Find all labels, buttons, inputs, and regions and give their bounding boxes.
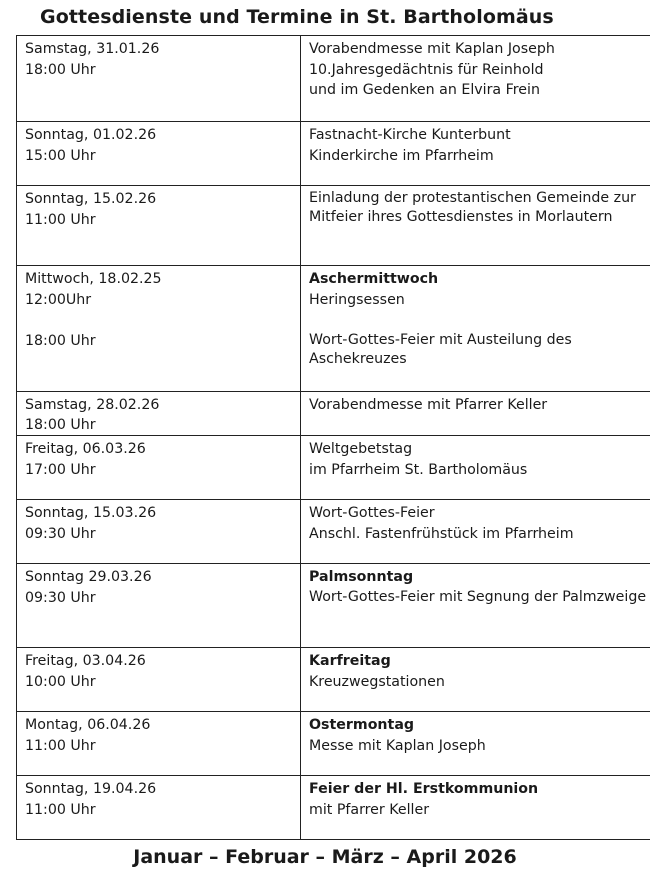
event-title: Aschermittwoch [309, 271, 439, 287]
event-time: 11:00 Uhr [25, 737, 96, 754]
event-time: 09:30 Uhr [25, 525, 96, 542]
date-cell [17, 436, 301, 500]
description-cell [301, 392, 650, 436]
table-row [17, 776, 650, 840]
table-row [17, 564, 650, 648]
date-cell [17, 712, 301, 776]
date-cell [17, 186, 301, 266]
description-cell [301, 712, 650, 776]
event-title: Karfreitag [309, 653, 391, 669]
event-time: 18:00 Uhr [25, 417, 96, 433]
description-cell [301, 436, 650, 500]
event-date: Samstag, 28.02.26 [25, 397, 160, 413]
table-row [17, 36, 650, 122]
table-row [17, 712, 650, 776]
event-time: 18:00 Uhr [25, 333, 96, 349]
event-line: 10.Jahresgedächtnis für Reinhold [309, 61, 544, 78]
description-cell [301, 776, 650, 840]
event-date: Sonntag, 15.02.26 [25, 191, 157, 207]
event-time: 10:00 Uhr [25, 673, 96, 690]
table-row [17, 648, 650, 712]
event-title: Feier der Hl. Erstkommunion [309, 781, 539, 797]
event-line: Vorabendmesse mit Kaplan Joseph [309, 41, 555, 57]
table-row [17, 266, 650, 392]
table-row [17, 436, 650, 500]
page-title: Gottesdienste und Termine in St. Bartholomäus [40, 6, 554, 28]
description-cell [301, 186, 650, 266]
table-row [17, 122, 650, 186]
event-time: 11:00 Uhr [25, 211, 96, 228]
date-cell [17, 392, 301, 436]
event-date: Sonntag, 15.03.26 [25, 505, 157, 521]
description-cell [301, 648, 650, 712]
event-line: Weltgebetstag [309, 441, 413, 457]
event-line: Messe mit Kaplan Joseph [309, 737, 486, 754]
date-cell [17, 266, 301, 392]
event-title: Ostermontag [309, 717, 415, 733]
event-line: Wort-Gottes-Feier mit Segnung der Palmzweige [309, 588, 647, 605]
description-cell [301, 500, 650, 564]
event-line: Einladung der protestantischen Gemeinde zur Mitfeier ihres Gottesdienstes in Morlautern [309, 190, 636, 225]
schedule-table [16, 35, 650, 840]
date-cell [17, 648, 301, 712]
date-cell [17, 564, 301, 648]
event-date: Freitag, 06.03.26 [25, 441, 146, 457]
event-title: Palmsonntag [309, 569, 414, 585]
table-row [17, 186, 650, 266]
event-line: Kreuzwegstationen [309, 673, 445, 690]
event-date: Samstag, 31.01.26 [25, 41, 160, 57]
event-time: 17:00 Uhr [25, 461, 96, 478]
date-cell [17, 500, 301, 564]
event-time: 11:00 Uhr [25, 801, 96, 818]
table-row [17, 500, 650, 564]
event-line: Wort-Gottes-Feier [309, 505, 435, 521]
event-line: Heringsessen [309, 291, 405, 308]
event-line: im Pfarrheim St. Bartholomäus [309, 461, 528, 478]
event-line: mit Pfarrer Keller [309, 801, 430, 818]
event-line: und im Gedenken an Elvira Frein [309, 82, 540, 98]
event-line: Kinderkirche im Pfarrheim [309, 147, 494, 164]
event-time: 12:00Uhr [25, 291, 92, 308]
description-cell [301, 266, 650, 392]
date-cell [17, 776, 301, 840]
event-line: Anschl. Fastenfrühstück im Pfarrheim [309, 525, 574, 542]
event-line: Fastnacht-Kirche Kunterbunt [309, 127, 511, 143]
description-cell [301, 564, 650, 648]
description-cell [301, 122, 650, 186]
event-date: Montag, 06.04.26 [25, 717, 151, 733]
event-time: 09:30 Uhr [25, 589, 96, 606]
date-cell [17, 36, 301, 122]
event-date: Sonntag, 01.02.26 [25, 127, 157, 143]
event-date: Freitag, 03.04.26 [25, 653, 146, 669]
event-line: Wort-Gottes-Feier mit Austeilung des Aschekreuzes [309, 332, 572, 367]
event-line: Vorabendmesse mit Pfarrer Keller [309, 397, 548, 413]
event-time: 18:00 Uhr [25, 61, 96, 78]
event-date: Sonntag, 19.04.26 [25, 781, 157, 797]
footer-months: Januar – Februar – März – April 2026 [133, 846, 517, 868]
event-time: 15:00 Uhr [25, 147, 96, 164]
date-cell [17, 122, 301, 186]
event-date: Sonntag 29.03.26 [25, 569, 152, 585]
table-row [17, 392, 650, 436]
event-date: Mittwoch, 18.02.25 [25, 271, 162, 287]
description-cell [301, 36, 650, 122]
